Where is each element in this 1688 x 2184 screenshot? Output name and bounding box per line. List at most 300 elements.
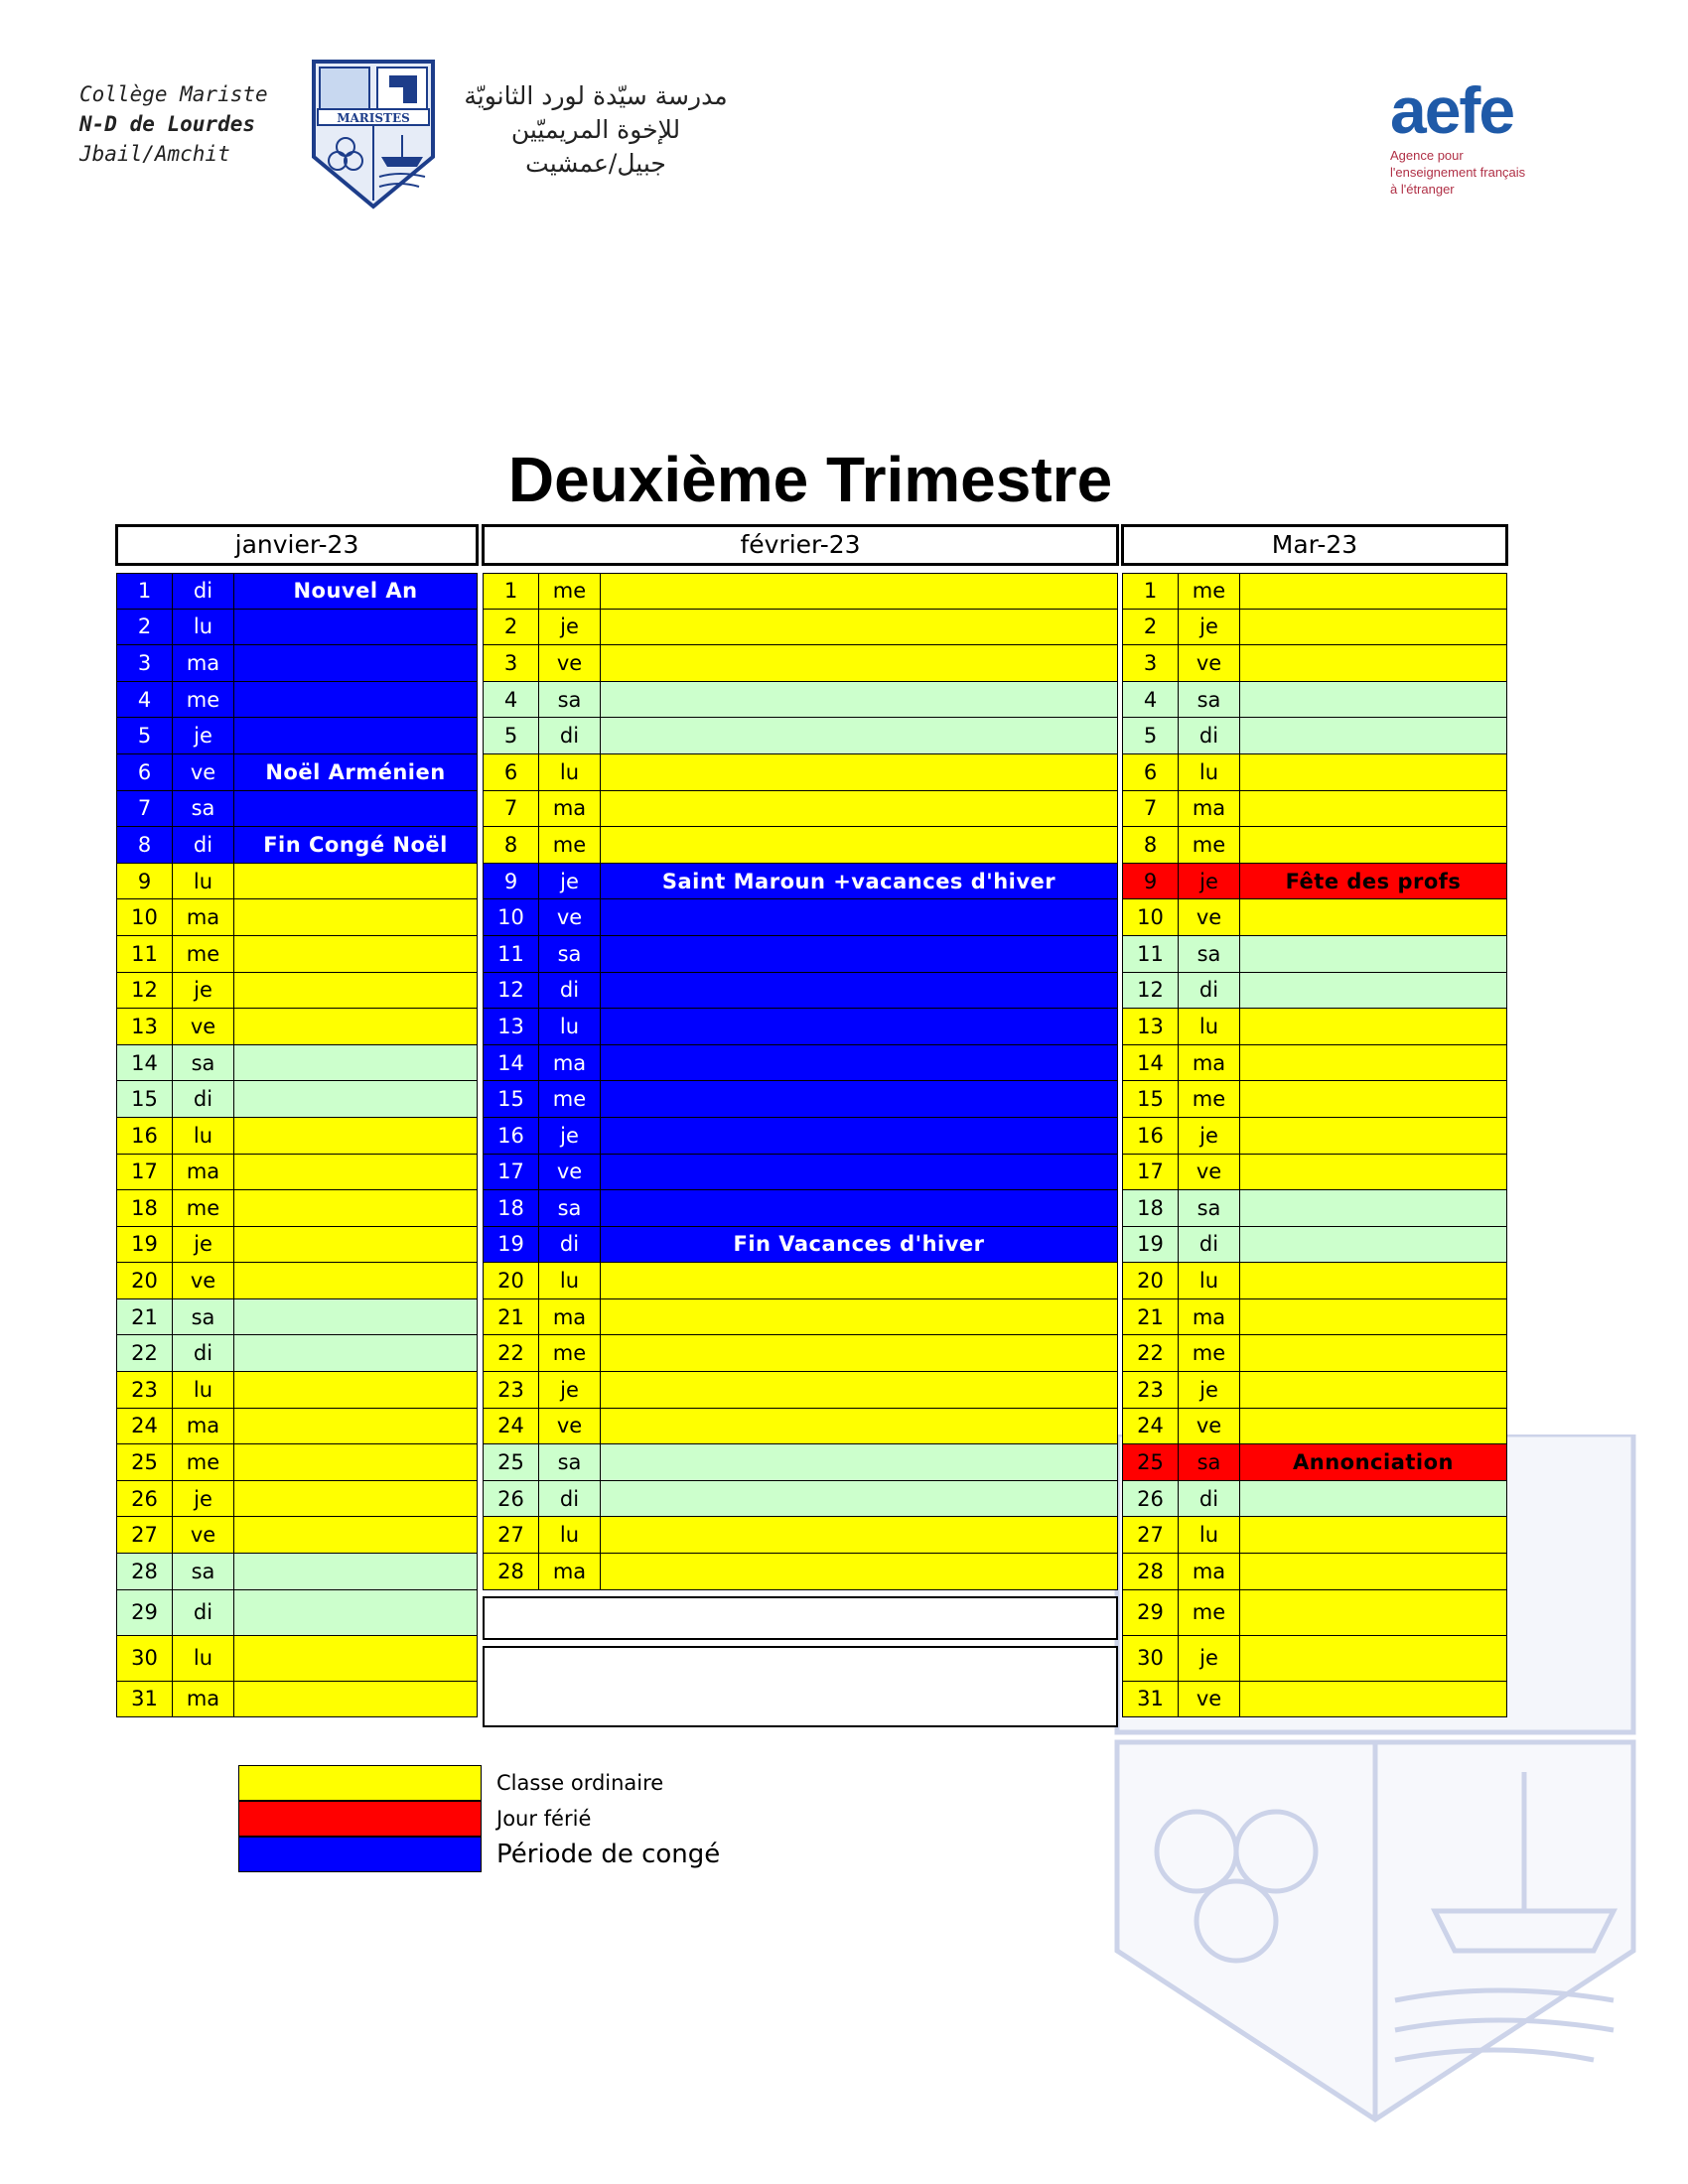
- day-event: [601, 1118, 1117, 1154]
- day-row: [1122, 1590, 1507, 1636]
- month-march: [1122, 525, 1507, 1717]
- day-row: [1122, 1409, 1507, 1445]
- day-number: 12: [117, 973, 173, 1009]
- day-row: [483, 1190, 1118, 1227]
- day-event: [234, 645, 477, 681]
- weekday: ve: [539, 645, 601, 681]
- day-event: [1240, 1517, 1506, 1553]
- day-row: [1122, 1190, 1507, 1227]
- day-row: [1122, 1263, 1507, 1299]
- day-row: [1122, 1682, 1507, 1718]
- day-row: [1122, 1517, 1507, 1554]
- day-event: [601, 645, 1117, 681]
- day-number: 25: [484, 1444, 539, 1480]
- day-row: [116, 1009, 478, 1045]
- day-number: 10: [1123, 899, 1179, 935]
- day-event: [601, 1299, 1117, 1335]
- weekday: lu: [539, 754, 601, 790]
- day-event: [1240, 899, 1506, 935]
- day-row: [116, 1517, 478, 1554]
- weekday: sa: [1179, 936, 1240, 972]
- day-number: 17: [484, 1155, 539, 1190]
- page-title: Deuxième Trimestre: [507, 444, 1113, 515]
- day-row: [483, 610, 1118, 646]
- weekday: ma: [539, 1554, 601, 1589]
- day-number: 9: [484, 864, 539, 899]
- day-event: [234, 1081, 477, 1117]
- day-number: 18: [484, 1190, 539, 1226]
- weekday: me: [1179, 1590, 1240, 1635]
- day-number: 14: [1123, 1045, 1179, 1081]
- day-number: 1: [117, 574, 173, 609]
- school-fr-line-3: Jbail/Amchit: [79, 142, 230, 166]
- weekday: je: [539, 610, 601, 645]
- day-event: [601, 1263, 1117, 1298]
- day-number: 16: [1123, 1118, 1179, 1154]
- day-row: [483, 1155, 1118, 1191]
- day-number: 19: [1123, 1227, 1179, 1263]
- weekday: me: [1179, 827, 1240, 863]
- day-number: 4: [484, 682, 539, 718]
- weekday: ma: [1179, 791, 1240, 827]
- weekday: di: [173, 574, 234, 609]
- day-row: [116, 1118, 478, 1155]
- day-row: [1122, 973, 1507, 1010]
- day-row: [483, 899, 1118, 936]
- weekday: lu: [173, 610, 234, 645]
- day-row: [1122, 1009, 1507, 1045]
- day-row: [483, 1444, 1118, 1481]
- day-event: [234, 899, 477, 935]
- day-number: 21: [117, 1299, 173, 1335]
- weekday: di: [173, 827, 234, 863]
- day-event: [1240, 791, 1506, 827]
- empty-cell: [483, 1646, 1118, 1727]
- weekday: sa: [1179, 1444, 1240, 1480]
- day-event: [1240, 645, 1506, 681]
- day-row: [483, 936, 1118, 973]
- day-number: 7: [1123, 791, 1179, 827]
- day-row: [1122, 1554, 1507, 1590]
- day-number: 6: [117, 754, 173, 790]
- day-number: 11: [484, 936, 539, 972]
- weekday: me: [539, 1335, 601, 1371]
- day-row: [1122, 1045, 1507, 1082]
- day-number: 30: [1123, 1636, 1179, 1681]
- day-list: [483, 573, 1118, 1590]
- day-event: [601, 1481, 1117, 1517]
- day-event: [1240, 1335, 1506, 1371]
- day-number: 25: [117, 1444, 173, 1480]
- aefe-logo: [1390, 73, 1569, 198]
- day-number: 15: [1123, 1081, 1179, 1117]
- weekday: ma: [173, 899, 234, 935]
- day-event: [601, 1155, 1117, 1190]
- day-number: 11: [1123, 936, 1179, 972]
- day-event: [1240, 1590, 1506, 1635]
- weekday: ma: [173, 1155, 234, 1190]
- day-row: [483, 1263, 1118, 1299]
- day-event: [234, 1299, 477, 1335]
- day-row: [483, 1372, 1118, 1409]
- weekday: me: [539, 1081, 601, 1117]
- weekday: lu: [1179, 1263, 1240, 1298]
- day-row: [116, 754, 478, 791]
- day-event: [1240, 1045, 1506, 1081]
- day-event: [234, 1190, 477, 1226]
- day-number: 24: [1123, 1409, 1179, 1444]
- legend-label: Classe ordinaire: [496, 1771, 664, 1795]
- day-row: [483, 1554, 1118, 1590]
- day-number: 2: [117, 610, 173, 645]
- month-header: février-23: [483, 525, 1118, 565]
- day-event: [234, 1444, 477, 1480]
- day-event: Fête des profs: [1285, 869, 1462, 893]
- day-event: [1240, 1682, 1506, 1717]
- day-row: [483, 1481, 1118, 1518]
- day-row: [483, 1009, 1118, 1045]
- day-event: [234, 1636, 477, 1681]
- day-number: 2: [1123, 610, 1179, 645]
- day-number: 31: [117, 1682, 173, 1717]
- day-number: 6: [1123, 754, 1179, 790]
- weekday: di: [173, 1590, 234, 1635]
- day-row: [116, 1554, 478, 1590]
- day-number: 30: [117, 1636, 173, 1681]
- weekday: lu: [173, 1636, 234, 1681]
- day-row: [1122, 1372, 1507, 1409]
- day-event: [234, 1590, 477, 1635]
- day-event: [234, 1155, 477, 1190]
- weekday: ve: [173, 1009, 234, 1044]
- day-row: [116, 1335, 478, 1372]
- day-row: [116, 1081, 478, 1118]
- day-event: [601, 1409, 1117, 1444]
- day-number: 20: [117, 1263, 173, 1298]
- day-row: [116, 1190, 478, 1227]
- day-row: [1122, 754, 1507, 791]
- day-row: [116, 1372, 478, 1409]
- day-row: [116, 791, 478, 828]
- legend: [238, 1765, 720, 1872]
- day-row: [483, 973, 1118, 1010]
- day-event: [1240, 1263, 1506, 1298]
- day-number: 17: [1123, 1155, 1179, 1190]
- day-number: 12: [1123, 973, 1179, 1009]
- day-event: Noël Arménien: [265, 759, 446, 784]
- weekday: me: [1179, 1335, 1240, 1371]
- day-event: [1240, 1009, 1506, 1044]
- day-event: [601, 973, 1117, 1009]
- day-number: 11: [117, 936, 173, 972]
- day-number: 19: [117, 1227, 173, 1263]
- weekday: ve: [1179, 645, 1240, 681]
- day-event: [234, 682, 477, 718]
- day-row: [483, 1118, 1118, 1155]
- day-row: [483, 827, 1118, 864]
- day-row: [116, 1227, 478, 1264]
- day-number: 26: [484, 1481, 539, 1517]
- day-event: [234, 718, 477, 753]
- day-event: [234, 1554, 477, 1589]
- day-row: [1122, 1081, 1507, 1118]
- aefe-tagline-2: l'enseignement français: [1390, 165, 1526, 180]
- day-event: [1240, 1636, 1506, 1681]
- day-event: [234, 610, 477, 645]
- day-row: [116, 1590, 478, 1636]
- month-february: [483, 525, 1118, 1727]
- day-list: [1122, 573, 1507, 1717]
- day-event: [1240, 1227, 1506, 1263]
- day-number: 28: [1123, 1554, 1179, 1589]
- day-row: [116, 1155, 478, 1191]
- weekday: ve: [1179, 899, 1240, 935]
- day-event: [601, 1009, 1117, 1044]
- day-event: [234, 1682, 477, 1717]
- school-ar-line-3: جبيل/عمشيت: [525, 149, 666, 178]
- weekday: sa: [539, 936, 601, 972]
- day-number: 1: [484, 574, 539, 609]
- weekday: je: [1179, 1372, 1240, 1408]
- weekday: lu: [1179, 1009, 1240, 1044]
- day-number: 22: [117, 1335, 173, 1371]
- weekday: ve: [1179, 1682, 1240, 1717]
- day-event: [1240, 1554, 1506, 1589]
- weekday: di: [1179, 973, 1240, 1009]
- day-event: [1240, 1190, 1506, 1226]
- day-row: [1122, 1335, 1507, 1372]
- weekday: je: [173, 718, 234, 753]
- weekday: ma: [1179, 1045, 1240, 1081]
- day-event: [1240, 1481, 1506, 1517]
- day-row: [1122, 1227, 1507, 1264]
- day-row: [116, 610, 478, 646]
- aefe-wordmark: aefe: [1390, 73, 1514, 147]
- legend-item: [238, 1765, 720, 1801]
- legend-swatch-ferie: [238, 1801, 482, 1837]
- day-number: 14: [484, 1045, 539, 1081]
- weekday: di: [1179, 718, 1240, 753]
- day-number: 1: [1123, 574, 1179, 609]
- day-number: 24: [484, 1409, 539, 1444]
- legend-label: Jour férié: [496, 1807, 592, 1831]
- day-row: [116, 1481, 478, 1518]
- day-number: 3: [484, 645, 539, 681]
- day-row: [1122, 1444, 1507, 1481]
- school-name-fr: [79, 79, 268, 169]
- weekday: lu: [1179, 754, 1240, 790]
- day-number: 3: [1123, 645, 1179, 681]
- day-event: Nouvel An: [293, 579, 418, 604]
- day-number: 29: [117, 1590, 173, 1635]
- day-number: 20: [1123, 1263, 1179, 1298]
- day-number: 3: [117, 645, 173, 681]
- day-event: [234, 973, 477, 1009]
- weekday: di: [1179, 1481, 1240, 1517]
- weekday: ve: [173, 1517, 234, 1553]
- day-row: [1122, 610, 1507, 646]
- day-number: 23: [117, 1372, 173, 1408]
- day-number: 5: [484, 718, 539, 753]
- day-row: [116, 1682, 478, 1718]
- weekday: sa: [173, 1045, 234, 1081]
- day-number: 13: [117, 1009, 173, 1044]
- day-event: [234, 791, 477, 827]
- day-number: 16: [484, 1118, 539, 1154]
- day-number: 27: [484, 1517, 539, 1553]
- day-number: 7: [484, 791, 539, 827]
- day-number: 5: [1123, 718, 1179, 753]
- day-row: [483, 718, 1118, 754]
- weekday: me: [1179, 1081, 1240, 1117]
- aefe-tagline-1: Agence pour: [1390, 148, 1464, 163]
- day-row: [1122, 791, 1507, 828]
- weekday: sa: [539, 682, 601, 718]
- weekday: lu: [539, 1009, 601, 1044]
- legend-label: Période de congé: [496, 1840, 721, 1869]
- weekday: je: [1179, 610, 1240, 645]
- day-row: [483, 1517, 1118, 1554]
- day-event: [1240, 973, 1506, 1009]
- weekday: me: [173, 936, 234, 972]
- weekday: ma: [173, 645, 234, 681]
- day-row: [1122, 645, 1507, 682]
- school-ar-line-1: مدرسة سيّدة لورد الثانويّة: [464, 81, 728, 110]
- day-event: [1240, 574, 1506, 609]
- day-number: 10: [484, 899, 539, 935]
- weekday: lu: [539, 1263, 601, 1298]
- weekday: me: [173, 682, 234, 718]
- day-event: [601, 827, 1117, 863]
- weekday: di: [173, 1081, 234, 1117]
- crest-text: MARISTES: [337, 111, 410, 125]
- aefe-tagline-3: à l'étranger: [1390, 182, 1455, 197]
- day-number: 15: [484, 1081, 539, 1117]
- day-number: 21: [1123, 1299, 1179, 1335]
- day-event: [601, 1372, 1117, 1408]
- weekday: je: [539, 1372, 601, 1408]
- weekday: je: [173, 973, 234, 1009]
- school-name-ar: [462, 79, 730, 181]
- day-number: 22: [484, 1335, 539, 1371]
- day-event: [234, 1009, 477, 1044]
- day-event: Fin Congé Noël: [263, 832, 448, 857]
- weekday: me: [173, 1444, 234, 1480]
- day-event: [601, 1517, 1117, 1553]
- weekday: lu: [539, 1517, 601, 1553]
- day-number: 15: [117, 1081, 173, 1117]
- day-number: 28: [484, 1554, 539, 1589]
- day-event: [234, 1372, 477, 1408]
- day-number: 21: [484, 1299, 539, 1335]
- weekday: lu: [173, 1372, 234, 1408]
- weekday: ve: [173, 754, 234, 790]
- empty-cell: [483, 1596, 1118, 1640]
- day-number: 5: [117, 718, 173, 753]
- legend-item: [238, 1801, 720, 1837]
- day-row: [116, 1263, 478, 1299]
- day-number: 31: [1123, 1682, 1179, 1717]
- weekday: je: [173, 1227, 234, 1263]
- weekday: ma: [539, 1045, 601, 1081]
- day-number: 14: [117, 1045, 173, 1081]
- weekday: me: [173, 1190, 234, 1226]
- weekday: je: [1179, 1636, 1240, 1681]
- weekday: di: [173, 1335, 234, 1371]
- day-number: 27: [1123, 1517, 1179, 1553]
- day-row: [483, 1335, 1118, 1372]
- day-number: 20: [484, 1263, 539, 1298]
- weekday: ve: [1179, 1155, 1240, 1190]
- day-number: 26: [117, 1481, 173, 1517]
- day-event: [601, 1554, 1117, 1589]
- weekday: lu: [173, 1118, 234, 1154]
- day-event: [234, 936, 477, 972]
- day-row: [1122, 827, 1507, 864]
- day-number: 22: [1123, 1335, 1179, 1371]
- day-event: [1240, 610, 1506, 645]
- day-row: [116, 1409, 478, 1445]
- day-number: 23: [1123, 1372, 1179, 1408]
- day-event: [234, 1335, 477, 1371]
- weekday: sa: [539, 1444, 601, 1480]
- day-number: 18: [1123, 1190, 1179, 1226]
- day-event: [601, 1081, 1117, 1117]
- day-number: 18: [117, 1190, 173, 1226]
- day-number: 26: [1123, 1481, 1179, 1517]
- day-row: [116, 864, 478, 900]
- day-number: 28: [117, 1554, 173, 1589]
- day-event: [234, 1409, 477, 1444]
- day-event: [601, 682, 1117, 718]
- day-number: 29: [1123, 1590, 1179, 1635]
- aefe-tagline: [1390, 147, 1569, 198]
- day-event: [1240, 1118, 1506, 1154]
- day-row: [116, 1444, 478, 1481]
- school-fr-line-2: N-D de Lourdes: [79, 112, 256, 136]
- day-row: [116, 1299, 478, 1336]
- day-event: [1240, 754, 1506, 790]
- day-event: [1240, 1409, 1506, 1444]
- day-event: [1240, 936, 1506, 972]
- day-event: [234, 1227, 477, 1263]
- month-january: [116, 525, 478, 1717]
- day-event: [1240, 1299, 1506, 1335]
- weekday: sa: [173, 1554, 234, 1589]
- weekday: ve: [539, 1409, 601, 1444]
- weekday: sa: [1179, 1190, 1240, 1226]
- day-number: 17: [117, 1155, 173, 1190]
- weekday: ma: [1179, 1554, 1240, 1589]
- weekday: di: [1179, 1227, 1240, 1263]
- weekday: ma: [173, 1409, 234, 1444]
- legend-item: [238, 1837, 720, 1872]
- weekday: di: [539, 1481, 601, 1517]
- weekday: lu: [173, 864, 234, 899]
- day-event: [234, 1045, 477, 1081]
- weekday: ma: [539, 791, 601, 827]
- weekday: sa: [1179, 682, 1240, 718]
- day-event: [601, 1190, 1117, 1226]
- day-event: [234, 1263, 477, 1298]
- day-event: Saint Maroun +vacances d'hiver: [661, 869, 1056, 893]
- month-header: janvier-23: [116, 525, 478, 565]
- day-row: [1122, 936, 1507, 973]
- weekday: ve: [539, 1155, 601, 1190]
- day-row: [483, 754, 1118, 791]
- day-event: [601, 610, 1117, 645]
- day-event: [1240, 682, 1506, 718]
